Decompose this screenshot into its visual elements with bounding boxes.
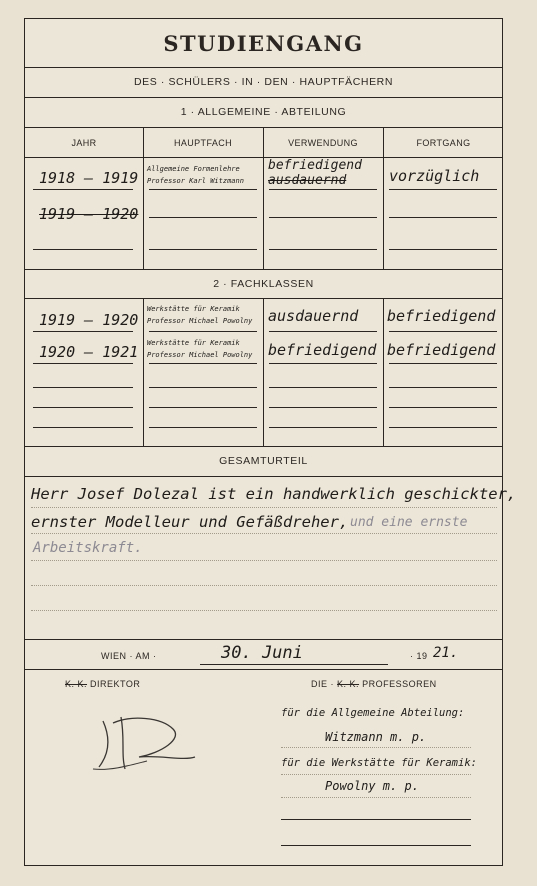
entry-line — [149, 249, 257, 250]
entry-line — [389, 427, 497, 428]
entry-line — [389, 217, 497, 218]
entry-line — [149, 189, 257, 190]
entry-line — [389, 407, 497, 408]
date-line — [200, 664, 388, 665]
column-rule — [383, 298, 384, 446]
section2-row1-verwendung: ausdauernd — [268, 307, 359, 325]
entry-line — [389, 387, 497, 388]
divider — [25, 669, 502, 670]
wien-am-label: WIEN · AM · — [101, 651, 157, 661]
section1-row1-verwendung-line1: befriedigend — [268, 158, 362, 173]
entry-line — [389, 363, 497, 364]
column-header-fortgang: FORTGANG — [416, 138, 471, 148]
entry-line — [149, 407, 257, 408]
signature2-name: Powolny m. p. — [325, 779, 419, 793]
dotted-line — [31, 585, 497, 586]
entry-line — [149, 427, 257, 428]
column-header-verwendung: VERWENDUNG — [288, 138, 358, 148]
direktor-kk-struck: K. K. — [65, 679, 88, 689]
gesamturteil-line1: Herr Josef Dolezal ist ein handwerklich geschickter, — [31, 485, 517, 503]
entry-line — [33, 189, 133, 190]
section1-row1-fortgang: vorzüglich — [389, 167, 480, 185]
section1-row1-jahr: 1918 – 1919 — [39, 169, 139, 187]
signature-line — [281, 845, 471, 846]
record-sheet — [24, 18, 517, 866]
entry-line — [269, 387, 377, 388]
entry-line — [269, 189, 377, 190]
section2-row2-hauptfach-line1: Werkstätte für Keramik — [147, 339, 240, 347]
entry-line — [33, 407, 133, 408]
section2-row2-jahr: 1920 – 1921 — [39, 343, 139, 361]
section2-row2-fortgang: befriedigend — [387, 341, 496, 359]
section-heading-allgemeine: 1 · ALLGEMEINE · ABTEILUNG — [180, 106, 347, 118]
section2-row2-hauptfach-line2: Professor Michael Powolny — [147, 351, 253, 359]
year-prefix: · 19 — [410, 651, 428, 661]
section-heading-gesamturteil: GESAMTURTEIL — [219, 455, 308, 467]
dotted-line — [31, 610, 497, 611]
divider — [25, 67, 502, 68]
entry-line — [33, 331, 133, 332]
divider — [25, 446, 502, 447]
entry-line — [269, 249, 377, 250]
entry-line — [389, 331, 497, 332]
year-suffix: 21. — [433, 645, 459, 661]
section2-row1-jahr: 1919 – 1920 — [39, 311, 139, 329]
date-day-month: 30. Juni — [221, 643, 303, 663]
professoren-text: PROFESSOREN — [362, 679, 437, 689]
column-rule — [143, 298, 144, 446]
dotted-line — [31, 507, 497, 508]
professoren-label — [311, 679, 437, 689]
column-header-hauptfach: HAUPTFACH — [173, 138, 233, 148]
entry-line — [269, 363, 377, 364]
entry-line — [33, 387, 133, 388]
signature1-label: für die Allgemeine Abteilung: — [281, 707, 465, 719]
section2-row1-hauptfach-line2: Professor Michael Powolny — [147, 317, 253, 325]
professoren-kk-struck: K. K. — [337, 679, 360, 689]
entry-line — [149, 217, 257, 218]
dotted-line — [281, 797, 471, 798]
director-signature — [91, 709, 201, 779]
entry-line — [149, 363, 257, 364]
column-header-jahr: JAHR — [71, 138, 97, 148]
subtitle: DES · SCHÜLERS · IN · DEN · HAUPTFÄCHERN — [133, 76, 394, 88]
divider — [25, 97, 502, 98]
entry-line — [33, 427, 133, 428]
section-heading-fachklassen: 2 · FACHKLASSEN — [213, 278, 314, 290]
entry-line — [389, 249, 497, 250]
direktor-text: DIREKTOR — [90, 679, 141, 689]
dotted-line — [281, 747, 471, 748]
column-rule — [383, 127, 384, 269]
signature1-name: Witzmann m. p. — [325, 730, 427, 744]
entry-line — [269, 407, 377, 408]
direktor-label — [65, 679, 140, 689]
section2-row1-fortgang: befriedigend — [387, 307, 496, 325]
section2-row2-verwendung: befriedigend — [268, 341, 377, 359]
column-rule — [263, 127, 264, 269]
section1-row2-jahr: 1919 – 1920 — [39, 205, 139, 223]
gesamturteil-line2-addition: und eine ernste — [350, 515, 468, 530]
dotted-line — [281, 774, 471, 775]
entry-line — [33, 363, 133, 364]
section1-row1-hauptfach-line1: Allgemeine Formenlehre — [147, 165, 240, 173]
entry-line — [269, 217, 377, 218]
professoren-prefix: DIE · — [311, 679, 335, 689]
entry-line — [269, 331, 377, 332]
section1-row1-hauptfach-line2: Professor Karl Witzmann — [147, 177, 244, 185]
entry-line — [149, 387, 257, 388]
divider — [25, 269, 502, 270]
signature2-label: für die Werkstätte für Keramik: — [281, 757, 477, 769]
divider — [25, 476, 502, 477]
dotted-line — [31, 533, 497, 534]
section1-row1-verwendung-line2: ausdauernd — [268, 173, 347, 188]
entry-line — [149, 331, 257, 332]
dotted-line — [31, 560, 497, 561]
signature-line — [281, 819, 471, 820]
entry-line — [269, 427, 377, 428]
entry-line — [33, 249, 133, 250]
divider — [25, 639, 502, 640]
gesamturteil-line3: Arbeitskraft. — [33, 540, 143, 556]
page-title: STUDIENGANG — [163, 31, 364, 56]
column-rule — [143, 127, 144, 269]
entry-line — [389, 189, 497, 190]
column-rule — [263, 298, 264, 446]
gesamturteil-line2: ernster Modelleur und Gefäßdreher, — [31, 513, 349, 531]
section2-row1-hauptfach-line1: Werkstätte für Keramik — [147, 305, 240, 313]
